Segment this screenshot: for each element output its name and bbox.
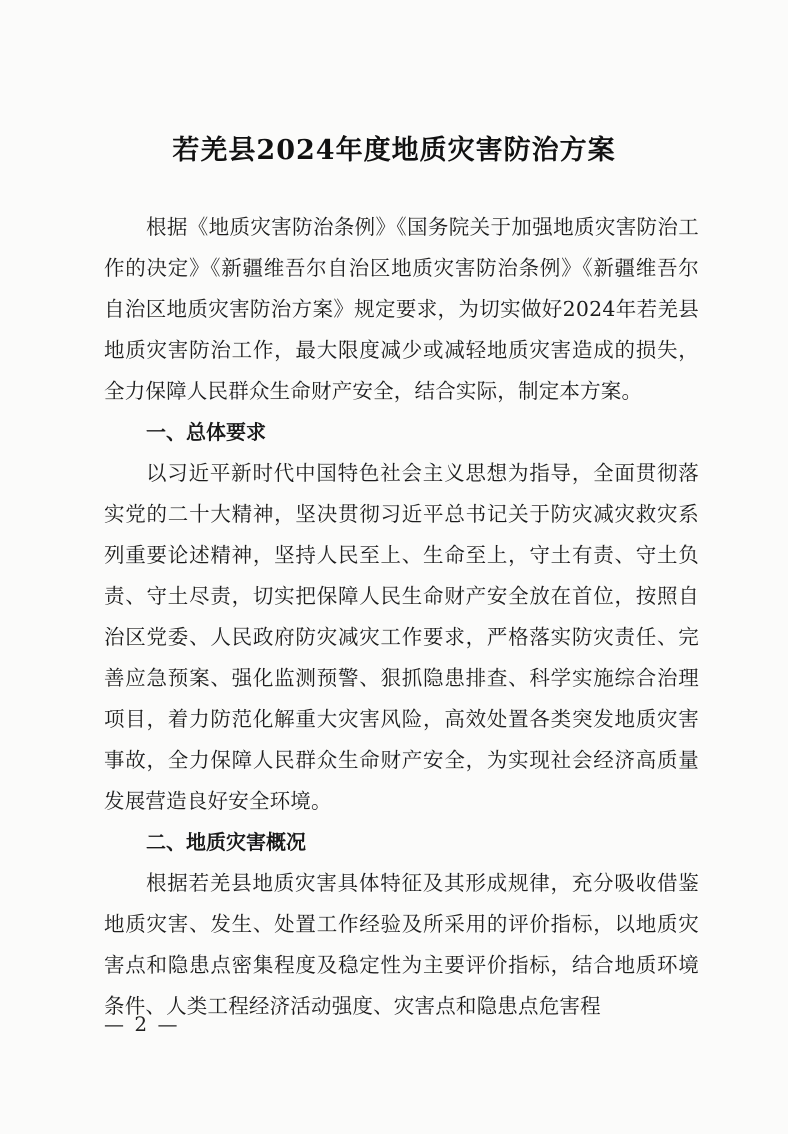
section-paragraph-overview: 根据若羌县地质灾害具体特征及其形成规律，充分吸收借鉴地质灾害、发生、处置工作经验及所采用的评价指标，以地质灾害点和隐患点密集程度及稳定性为主要评价指标，结合地质环境条件、人类工程经济活动强度、灾害点和隐患点危害程 [104, 871, 699, 1018]
document-title: 若羌县2024年度地质灾害防治方案 [172, 135, 616, 166]
section-paragraph-general-requirements: 以习近平新时代中国特色社会主义思想为指导，全面贯彻落实党的二十大精神，坚决贯彻习近平总书记关于防灾减灾救灾系列重要论述精神，坚持人民至上、生命至上，守土有责、守土负责、守土尽责，切实把保障人民生命财产安全放在首位，按照自治区党委、人民政府防灾减灾工作要求，严格落实防灾责任、完善应急预案、强化监测预警、狠抓隐患排查、科学实施综合治理项目，着力防范化解重大灾害风险，高效处置各类突发地质灾害事故，全力保障人民群众生命财产安全，为实现社会经济高质量发展营造良好安全环境。 [104, 461, 699, 813]
section-heading-general-requirements: 一、总体要求 [146, 420, 266, 444]
intro-paragraph: 根据《地质灾害防治条例》《国务院关于加强地质灾害防治工作的决定》《新疆维吾尔自治区地质灾害防治条例》《新疆维吾尔自治区地质灾害防治方案》规定要求，为切实做好2024年若羌县地质灾害防治工作，最大限度减少或减轻地质灾害造成的损失，全力保障人民群众生命财产安全，结合实际，制定本方案。 [104, 215, 699, 403]
document-body [104, 207, 699, 1027]
page-number: — 2 — [104, 1012, 180, 1036]
section-heading-overview: 二、地质灾害概况 [146, 830, 306, 854]
